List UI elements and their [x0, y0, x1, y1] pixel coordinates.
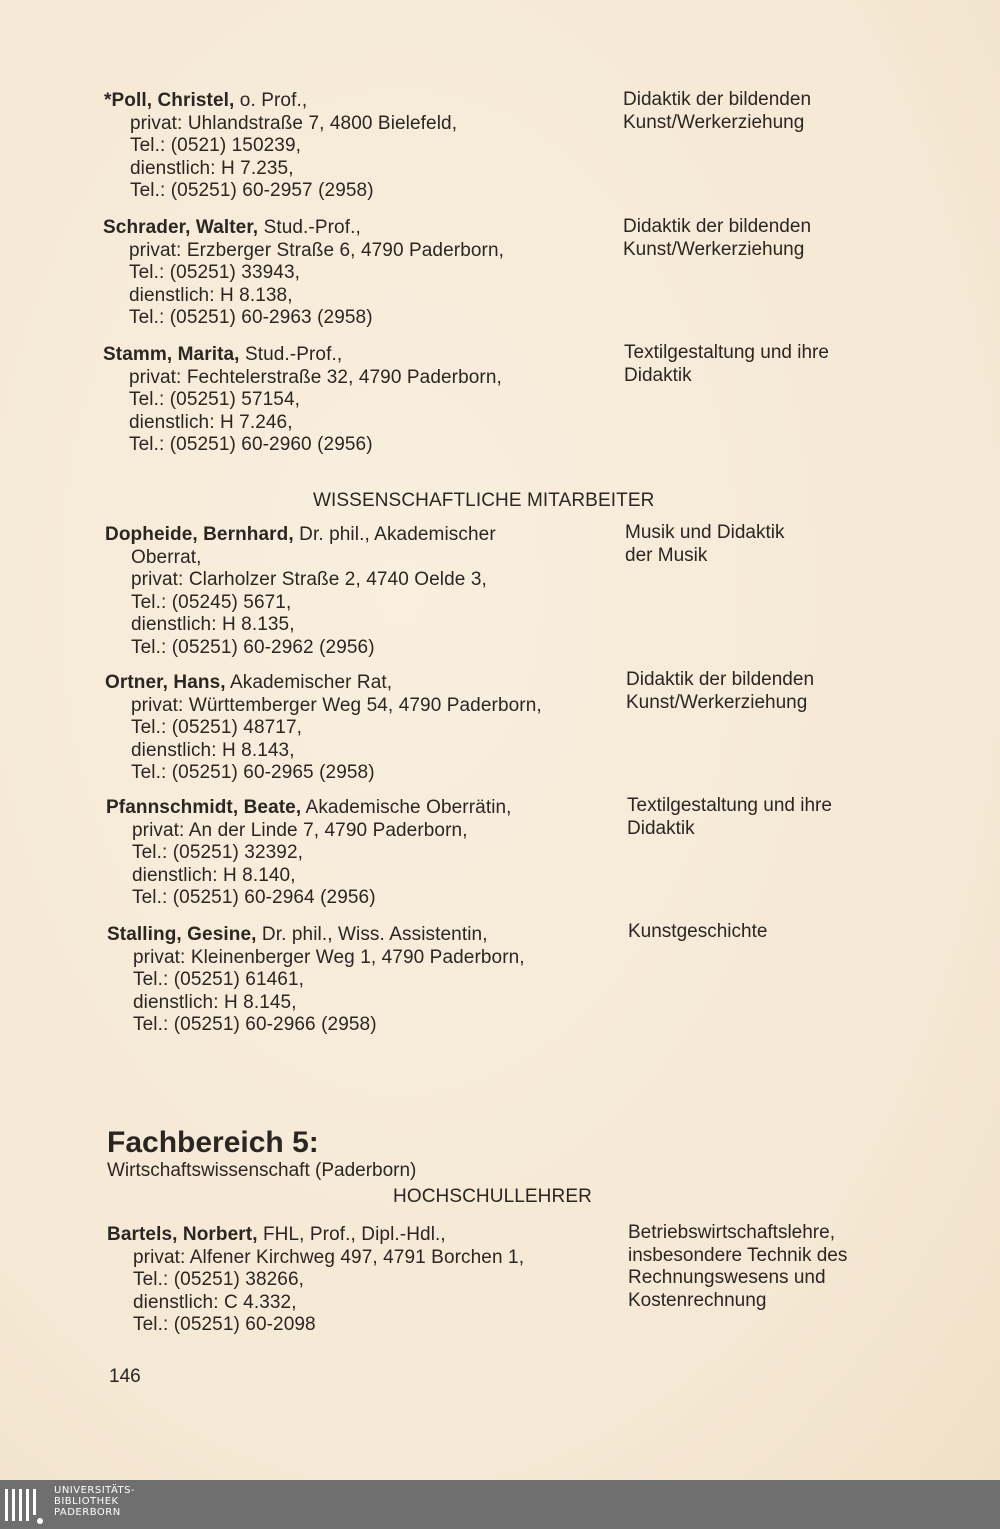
subject-line: Musik und Didaktik	[625, 522, 785, 543]
person-block	[106, 797, 616, 910]
office-phone-line: Tel.: (05251) 60-2964 (2956)	[132, 887, 376, 908]
department-subtitle: Wirtschaftswissenschaft (Paderborn)	[107, 1160, 417, 1181]
office-line: dienstlich: H 7.246,	[129, 411, 293, 433]
phone-line: Tel.: (05251) 61461,	[133, 969, 305, 990]
subject-line: Kostenrechnung	[628, 1289, 767, 1311]
department-title: Fachbereich 5:	[107, 1126, 319, 1159]
person-header	[103, 217, 613, 240]
phone-line: Tel.: (05251) 48717,	[131, 717, 303, 738]
subject-block	[628, 1222, 928, 1312]
person-header	[107, 924, 617, 947]
office-line: dienstlich: C 4.332,	[133, 1291, 297, 1313]
phone-line: Tel.: (0521) 150239,	[130, 135, 302, 156]
page-number: 146	[109, 1366, 141, 1387]
person-name: Dopheide, Bernhard,	[105, 524, 294, 545]
phone-line: Tel.: (05251) 38266,	[133, 1269, 305, 1290]
person-name: Stamm, Marita,	[103, 344, 240, 365]
person-rank: Stud.-Prof.,	[239, 344, 343, 365]
subject-line: Didaktik	[627, 817, 695, 839]
subject-line: Textilgestaltung und ihre	[627, 795, 832, 816]
subject-line: Didaktik der bildenden	[623, 216, 812, 237]
library-logo-text	[54, 1485, 135, 1518]
office-line: dienstlich: H 8.138,	[129, 284, 293, 306]
person-block	[105, 524, 615, 659]
person-name: Schrader, Walter,	[103, 217, 259, 238]
person-block	[103, 217, 613, 330]
person-rank: Dr. phil., Akademischer	[293, 524, 496, 545]
office-phone-line: Tel.: (05251) 60-2965 (2958)	[131, 762, 375, 783]
address-line: privat: Erzberger Straße 6, 4790 Paderborn,	[129, 239, 504, 261]
subject-line: Didaktik der bildenden	[623, 89, 812, 110]
person-header	[104, 90, 614, 113]
person-header	[103, 344, 613, 367]
section-heading-hochschullehrer: HOCHSCHULLEHRER	[393, 1186, 592, 1207]
person-rank: Dr. phil., Wiss. Assistentin,	[256, 924, 488, 945]
subject-block	[626, 669, 926, 714]
subject-line: Rechnungswesens und	[628, 1267, 826, 1288]
office-phone-line: Tel.: (05251) 60-2962 (2956)	[131, 636, 375, 658]
person-name: Pfannschmidt, Beate,	[106, 797, 302, 818]
subject-block	[623, 89, 923, 134]
person-rank: Akademische Oberrätin,	[301, 797, 512, 818]
logo-line: PADERBORN	[54, 1507, 121, 1518]
subject-line: Kunst/Werkerziehung	[623, 111, 805, 133]
person-header	[105, 524, 615, 547]
subject-block	[627, 795, 927, 840]
person-header	[106, 797, 616, 820]
subject-line: Kunst/Werkerziehung	[623, 238, 805, 260]
office-phone-line: Tel.: (05251) 60-2960 (2956)	[129, 434, 373, 455]
person-rank: FHL, Prof., Dipl.-Hdl.,	[257, 1224, 446, 1245]
office-line: dienstlich: H 7.235,	[130, 157, 294, 179]
address-line: privat: Kleinenberger Weg 1, 4790 Paderborn,	[133, 946, 525, 968]
address-line: privat: Württemberger Weg 54, 4790 Paderborn,	[131, 694, 542, 716]
library-logo-icon	[2, 1485, 44, 1525]
person-rank: o. Prof.,	[234, 90, 308, 111]
office-line: dienstlich: H 8.143,	[131, 739, 295, 761]
address-line: privat: Clarholzer Straße 2, 4740 Oelde 3,	[131, 569, 487, 590]
person-header	[107, 1224, 617, 1247]
subject-block	[628, 921, 928, 944]
subject-line: Didaktik	[624, 364, 692, 386]
person-name: *Poll, Christel,	[104, 90, 235, 111]
address-line: privat: An der Linde 7, 4790 Paderborn,	[132, 819, 468, 841]
section-heading-mitarbeiter: WISSENSCHAFTLICHE MITARBEITER	[313, 490, 655, 511]
person-block	[104, 90, 614, 203]
subject-line: Didaktik der bildenden	[626, 669, 815, 690]
subject-line: Betriebswirtschaftslehre,	[628, 1222, 835, 1243]
address-line: privat: Uhlandstraße 7, 4800 Bielefeld,	[130, 112, 458, 134]
person-name: Bartels, Norbert,	[107, 1224, 258, 1245]
rank-continuation-line: Oberrat,	[131, 546, 202, 568]
library-footer-bar	[0, 1480, 1000, 1529]
person-rank: Stud.-Prof.,	[258, 217, 361, 238]
phone-line: Tel.: (05251) 33943,	[129, 262, 301, 283]
subject-block	[625, 522, 925, 567]
logo-line: BIBLIOTHEK	[54, 1496, 119, 1507]
address-line: privat: Alfener Kirchweg 497, 4791 Borchen 1,	[133, 1246, 525, 1268]
subject-line: insbesondere Technik des	[628, 1244, 848, 1266]
office-phone-line: Tel.: (05251) 60-2966 (2958)	[133, 1014, 377, 1035]
person-header	[105, 672, 615, 695]
address-line: privat: Fechtelerstraße 32, 4790 Paderborn,	[129, 366, 502, 388]
logo-line: UNIVERSITÄTS-	[54, 1485, 136, 1496]
person-rank: Akademischer Rat,	[225, 672, 393, 693]
subject-line: Kunst/Werkerziehung	[626, 691, 808, 713]
person-block	[107, 924, 617, 1037]
person-block	[105, 672, 615, 785]
phone-line: Tel.: (05251) 32392,	[132, 842, 304, 863]
person-block	[103, 344, 613, 457]
office-phone-line: Tel.: (05251) 60-2957 (2958)	[130, 180, 374, 201]
subject-line: Kunstgeschichte	[628, 921, 768, 942]
person-name: Ortner, Hans,	[105, 672, 226, 693]
person-block	[107, 1224, 617, 1337]
phone-line: Tel.: (05251) 57154,	[129, 389, 301, 410]
person-name: Stalling, Gesine,	[107, 924, 257, 945]
subject-line: Textilgestaltung und ihre	[624, 342, 829, 363]
phone-line: Tel.: (05245) 5671,	[131, 591, 292, 613]
office-line: dienstlich: H 8.140,	[132, 864, 296, 886]
subject-block	[624, 342, 924, 387]
subject-block	[623, 216, 923, 261]
office-line: dienstlich: H 8.135,	[131, 614, 295, 635]
office-phone-line: Tel.: (05251) 60-2963 (2958)	[129, 307, 373, 328]
office-phone-line: Tel.: (05251) 60-2098	[133, 1314, 316, 1335]
subject-line: der Musik	[625, 544, 708, 566]
office-line: dienstlich: H 8.145,	[133, 991, 297, 1013]
